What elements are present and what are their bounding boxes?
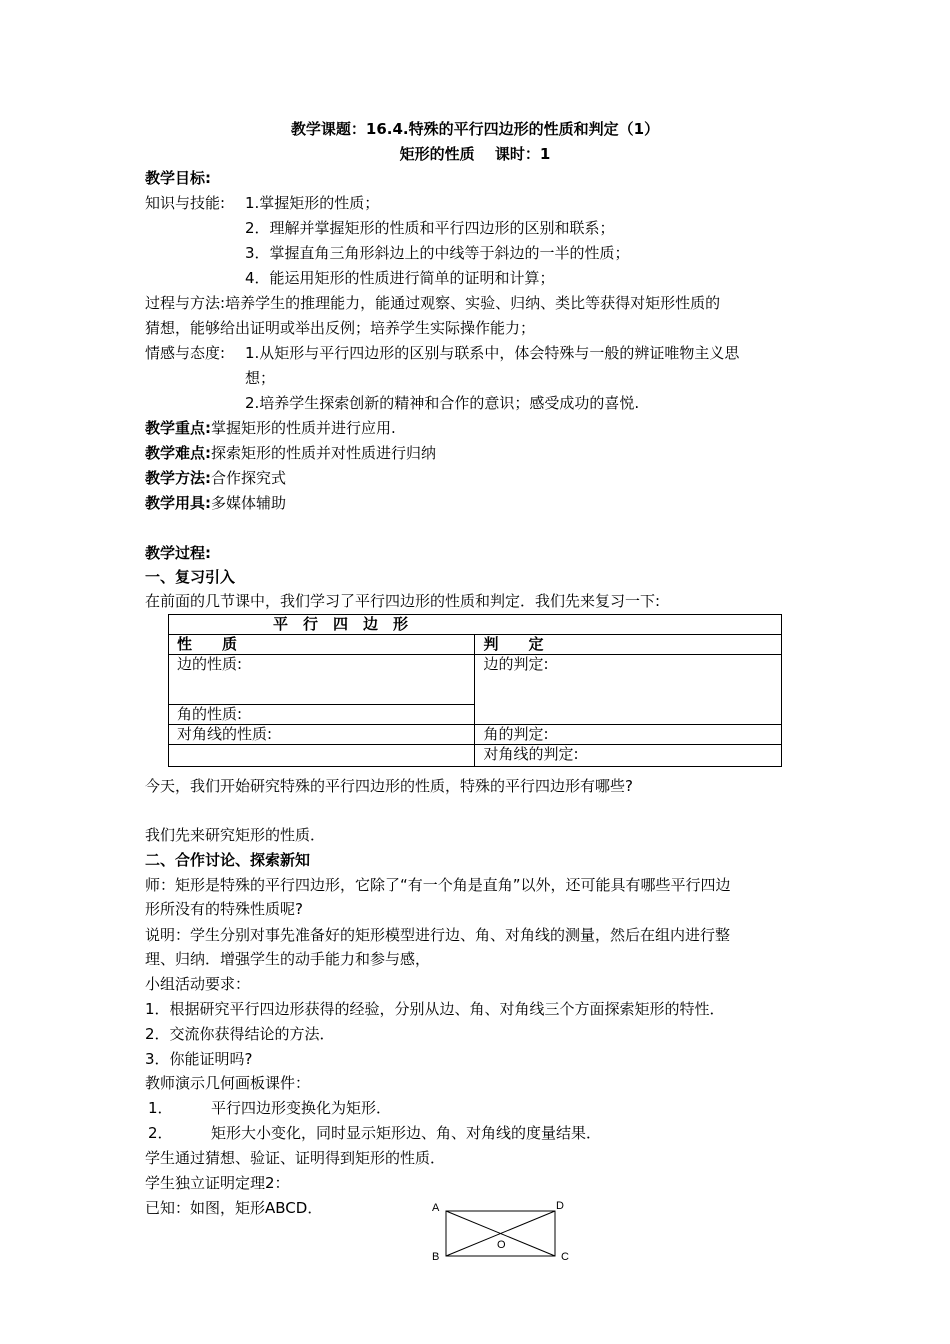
teacher-question-cont: 形所没有的特殊性质呢? bbox=[145, 900, 303, 918]
diagonal-properties-cell: 对角线的性质: bbox=[169, 725, 475, 745]
study-rectangle-text: 我们先来研究矩形的性质． bbox=[145, 826, 326, 844]
given-text: 已知：如图，矩形ABCD． bbox=[145, 1199, 323, 1217]
center-label-o: O bbox=[497, 1239, 506, 1251]
prove-heading: 学生独立证明定理2： bbox=[145, 1174, 290, 1192]
key-point-label: 教学方法: bbox=[145, 469, 211, 487]
table-header-criteria: 判 定 bbox=[475, 635, 782, 655]
lesson-subtitle: 矩形的性质 课时：1 bbox=[399, 145, 551, 163]
vertex-label-b: B bbox=[432, 1251, 440, 1263]
key-point bbox=[145, 468, 286, 488]
demo-item-text: 平行四边形变换化为矩形． bbox=[211, 1099, 392, 1117]
key-point-text: 多媒体辅助 bbox=[211, 494, 287, 512]
note-text-cont: 理、归纳．增强学生的动手能力和参与感， bbox=[145, 950, 431, 968]
knowledge-item: 1.掌握矩形的性质； bbox=[245, 194, 380, 212]
side-criteria-cell: 边的判定: bbox=[475, 655, 782, 725]
section1-heading: 一、复习引入 bbox=[145, 568, 236, 586]
key-point-text: 掌握矩形的性质并进行应用. bbox=[211, 419, 396, 437]
process-method-line bbox=[145, 293, 720, 313]
key-point-text: 探索矩形的性质并对性质进行归纳 bbox=[211, 444, 437, 462]
key-point bbox=[145, 493, 286, 513]
group-requirements-heading: 小组活动要求： bbox=[145, 975, 251, 993]
emotion-item: 2.培养学生探索创新的精神和合作的意识；感受成功的喜悦. bbox=[245, 394, 640, 412]
knowledge-label: 知识与技能: bbox=[145, 194, 226, 212]
key-point-text: 合作探究式 bbox=[211, 469, 287, 487]
emotion-label: 情感与态度: bbox=[145, 344, 226, 362]
knowledge-item: 2．理解并掌握矩形的性质和平行四边形的区别和联系； bbox=[245, 219, 615, 237]
knowledge-item: 3．掌握直角三角形斜边上的中线等于斜边的一半的性质； bbox=[245, 244, 630, 262]
objectives-heading: 教学目标: bbox=[145, 169, 211, 187]
vertex-label-d: D bbox=[556, 1200, 564, 1212]
conclusion-text: 学生通过猜想、验证、证明得到矩形的性质． bbox=[145, 1149, 446, 1167]
section2-heading: 二、合作讨论、探索新知 bbox=[145, 851, 311, 869]
key-point bbox=[145, 418, 396, 438]
emotion-item: 1.从矩形与平行四边形的区别与联系中，体会特殊与一般的辨证唯物主义思 bbox=[245, 344, 740, 362]
table-header-properties: 性 质 bbox=[169, 635, 475, 655]
demo-item-number: 2． bbox=[148, 1124, 173, 1142]
key-point-label: 教学难点: bbox=[145, 444, 211, 462]
knowledge-item: 4．能运用矩形的性质进行简单的证明和计算； bbox=[245, 269, 555, 287]
process-text: 培养学生的推理能力，能通过观察、实验、归纳、类比等获得对矩形性质的 bbox=[225, 294, 721, 312]
group-item: 2．交流你获得结论的方法． bbox=[145, 1025, 335, 1043]
side-properties-cell: 边的性质: bbox=[169, 655, 475, 705]
angle-criteria-cell: 角的判定: bbox=[475, 725, 782, 745]
section1-intro: 在前面的几节课中，我们学习了平行四边形的性质和判定．我们先来复习一下: bbox=[145, 592, 661, 610]
rectangle-abcd-figure bbox=[428, 1196, 578, 1266]
key-point-label: 教学重点: bbox=[145, 419, 211, 437]
process-text-cont: 猜想，能够给出证明或举出反例；培养学生实际操作能力； bbox=[145, 319, 536, 337]
vertex-label-a: A bbox=[432, 1202, 440, 1214]
key-point bbox=[145, 443, 436, 463]
demo-heading: 教师演示几何画板课件： bbox=[145, 1074, 311, 1092]
teacher-question: 师：矩形是特殊的平行四边形，它除了“有一个角是直角”以外，还可能具有哪些平行四边 bbox=[145, 876, 731, 894]
group-item: 3．你能证明吗? bbox=[145, 1050, 253, 1068]
process-label: 过程与方法: bbox=[145, 294, 226, 312]
diagonal-criteria-cell: 对角线的判定: bbox=[475, 745, 782, 767]
demo-item-text: 矩形大小变化，同时显示矩形边、角、对角线的度量结果． bbox=[211, 1124, 602, 1142]
table-title: 平 行 四 边 形 bbox=[169, 615, 782, 635]
angle-properties-cell: 角的性质: bbox=[169, 705, 475, 725]
process-heading: 教学过程: bbox=[145, 544, 211, 562]
vertex-label-c: C bbox=[561, 1251, 569, 1263]
lesson-title: 教学课题：16.4.特殊的平行四边形的性质和判定（1） bbox=[290, 120, 660, 138]
note-text: 说明：学生分别对事先准备好的矩形模型进行边、角、对角线的测量，然后在组内进行整 bbox=[145, 926, 731, 944]
empty-cell bbox=[169, 745, 475, 767]
after-table-text: 今天，我们开始研究特殊的平行四边形的性质，特殊的平行四边形有哪些? bbox=[145, 777, 633, 795]
key-point-label: 教学用具: bbox=[145, 494, 211, 512]
demo-item-number: 1． bbox=[148, 1099, 173, 1117]
parallelogram-table bbox=[168, 614, 782, 767]
group-item: 1．根据研究平行四边形获得的经验，分别从边、角、对角线三个方面探索矩形的特性． bbox=[145, 1000, 725, 1018]
emotion-item: 想； bbox=[245, 369, 276, 387]
